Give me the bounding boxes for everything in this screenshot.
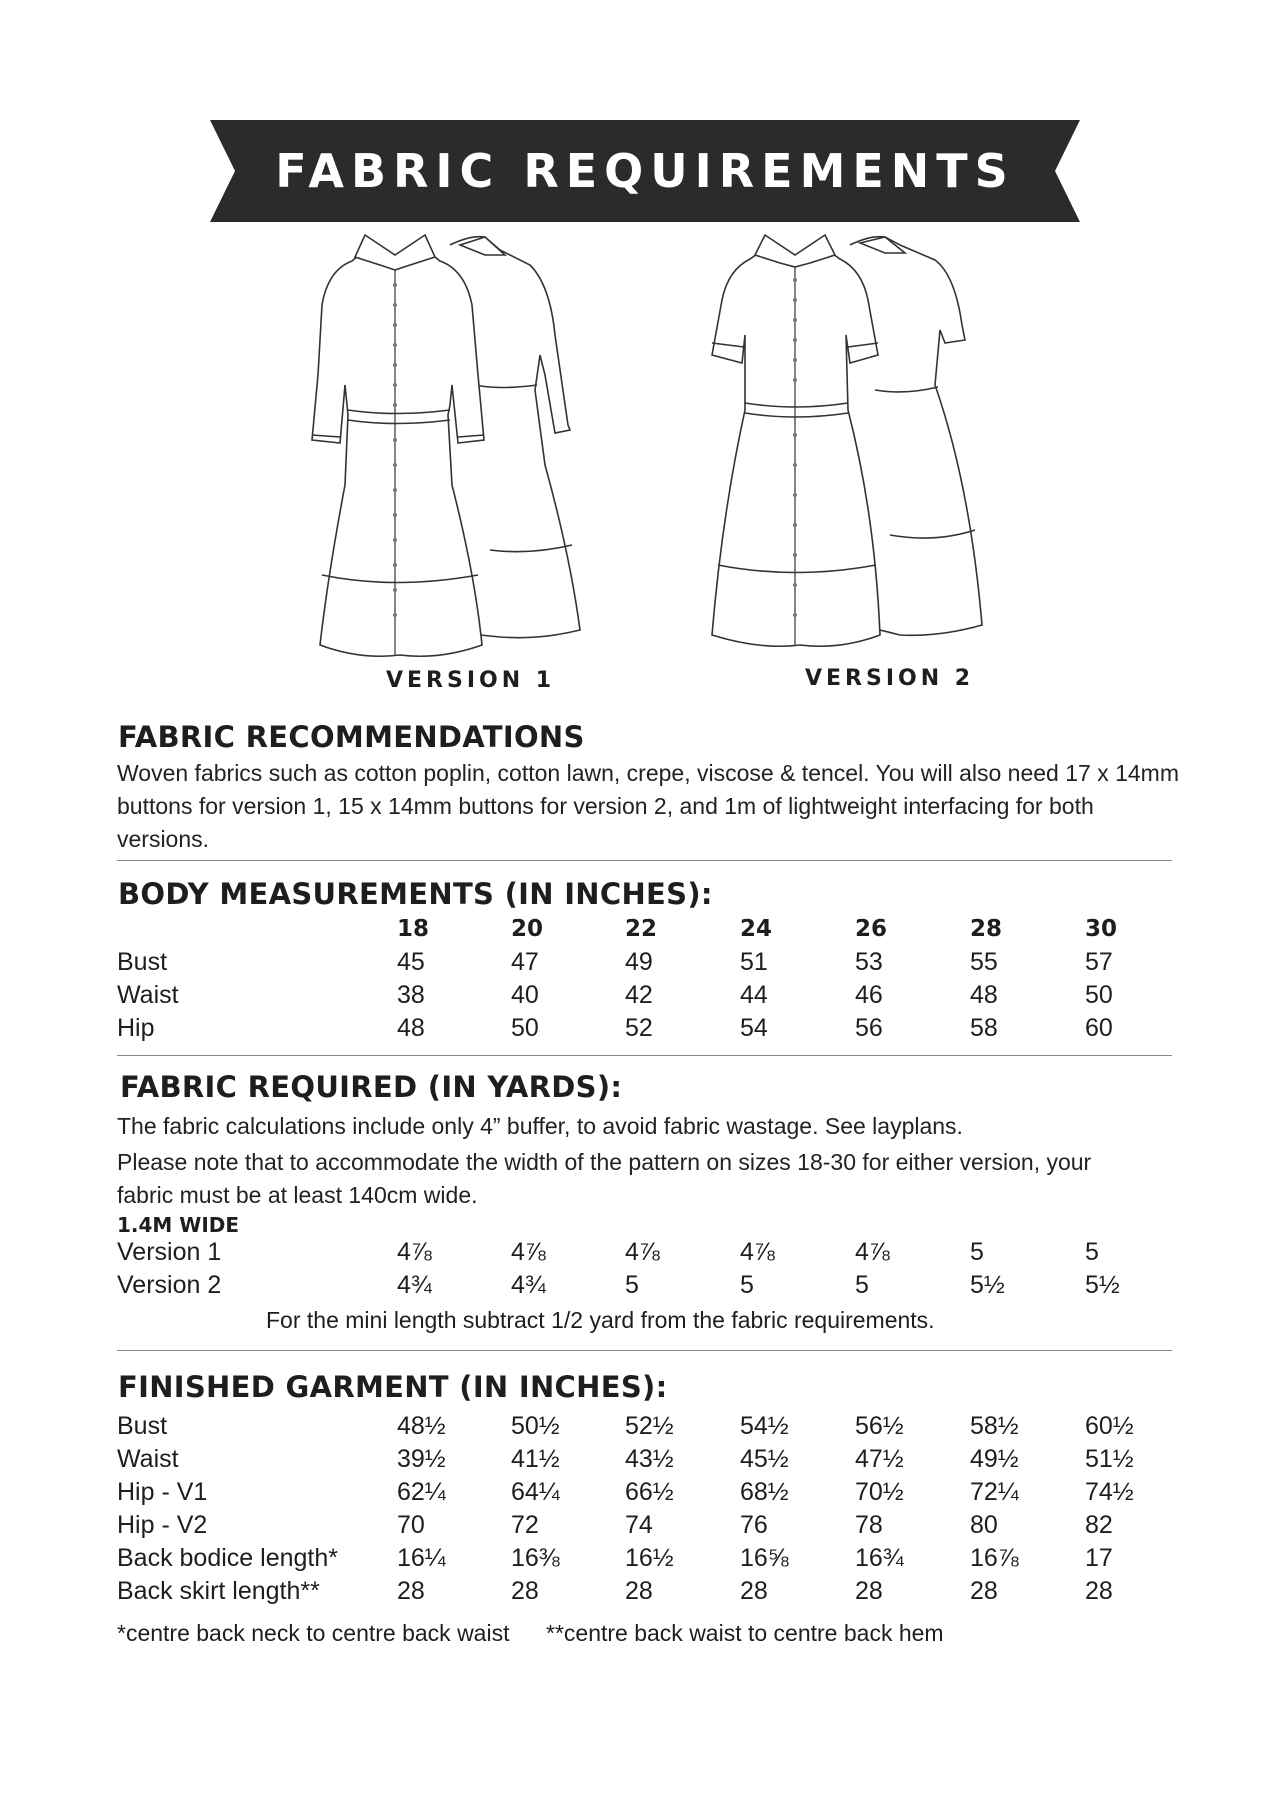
table-row [117,981,1177,1014]
table-cell: 72 [511,1511,539,1539]
table-cell: 4⅞ [740,1238,775,1266]
table-cell: 16⅝ [740,1544,789,1572]
row-label: Hip [117,1014,155,1042]
version-2-label: VERSION 2 [805,666,975,691]
note-line: fabric must be at least 140cm wide. [117,1182,478,1208]
table-cell: 74½ [1085,1478,1134,1506]
table-cell: 5 [855,1271,869,1299]
table-cell: 42 [625,981,653,1009]
table-cell: 17 [1085,1544,1113,1572]
table-cell: 4¾ [397,1271,432,1299]
table-cell: 47½ [855,1445,904,1473]
size-header: 26 [855,916,888,942]
section-divider [117,860,1172,861]
table-cell: 57 [1085,948,1113,976]
table-cell: 50 [511,1014,539,1042]
table-cell: 54½ [740,1412,789,1440]
size-header: 20 [511,916,544,942]
table-cell: 4⅞ [855,1238,890,1266]
table-cell: 28 [740,1577,768,1605]
fabric-recommendations-heading: FABRIC RECOMMENDATIONS [118,720,585,754]
table-cell: 16¼ [397,1544,446,1572]
table-row [117,1544,1177,1577]
recommendation-line: versions. [117,826,210,852]
fabric-width-note [117,1146,1187,1212]
table-cell: 28 [855,1577,883,1605]
table-cell: 47 [511,948,539,976]
table-cell: 41½ [511,1445,560,1473]
section-divider [117,1350,1172,1351]
table-cell: 5½ [1085,1271,1120,1299]
table-cell: 4⅞ [511,1238,546,1266]
table-cell: 48 [397,1014,425,1042]
mini-length-note: For the mini length subtract 1/2 yard from the fabric requirements. [266,1307,935,1333]
table-cell: 4⅞ [397,1238,432,1266]
table-cell: 82 [1085,1511,1113,1539]
long-sleeve-shirt-dress-drawing [300,225,600,665]
row-label: Bust [117,948,168,976]
row-label: Hip - V1 [117,1478,208,1506]
table-cell: 5 [970,1238,984,1266]
table-cell: 38 [397,981,425,1009]
table-cell: 64¼ [511,1478,560,1506]
table-cell: 80 [970,1511,998,1539]
table-row [117,1445,1177,1478]
row-label: Hip - V2 [117,1511,208,1539]
table-cell: 5 [1085,1238,1099,1266]
size-header: 18 [397,916,430,942]
table-cell: 5 [625,1271,639,1299]
table-cell: 48½ [397,1412,446,1440]
table-cell: 45½ [740,1445,789,1473]
row-label: Version 2 [117,1271,222,1299]
table-cell: 60 [1085,1014,1113,1042]
table-row [117,1238,1177,1271]
recommendation-line: Woven fabrics such as cotton poplin, cotton lawn, crepe, viscose & tencel. You will also need 17 x 14mm [117,760,1179,786]
row-label: Back skirt length** [117,1577,320,1605]
fabric-width-label: 1.4M WIDE [117,1213,240,1237]
table-cell: 76 [740,1511,768,1539]
table-cell: 55 [970,948,998,976]
body-measurements-heading: BODY MEASUREMENTS (IN INCHES): [118,877,713,911]
table-cell: 50½ [511,1412,560,1440]
row-label: Version 1 [117,1238,222,1266]
table-cell: 52½ [625,1412,674,1440]
table-cell: 54 [740,1014,768,1042]
table-cell: 74 [625,1511,653,1539]
table-row [117,1412,1177,1445]
table-cell: 68½ [740,1478,789,1506]
table-cell: 48 [970,981,998,1009]
size-header: 30 [1085,916,1118,942]
table-cell: 70 [397,1511,425,1539]
table-cell: 62¼ [397,1478,446,1506]
table-cell: 4¾ [511,1271,546,1299]
table-cell: 72¼ [970,1478,1019,1506]
row-label: Bust [117,1412,168,1440]
table-cell: 28 [397,1577,425,1605]
table-cell: 4⅞ [625,1238,660,1266]
table-cell: 51½ [1085,1445,1134,1473]
fabric-buffer-note: The fabric calculations include only 4” buffer, to avoid fabric wastage. See layplans. [117,1113,963,1139]
table-cell: 39½ [397,1445,446,1473]
finished-garment-heading: FINISHED GARMENT (IN INCHES): [118,1370,668,1404]
table-row [117,1014,1177,1047]
table-cell: 66½ [625,1478,674,1506]
table-cell: 56½ [855,1412,904,1440]
table-cell: 16⅞ [970,1544,1019,1572]
table-cell: 28 [1085,1577,1113,1605]
table-cell: 40 [511,981,539,1009]
table-cell: 16½ [625,1544,674,1572]
table-row [117,1511,1177,1544]
table-row [117,1577,1177,1610]
note-line: Please note that to accommodate the width of the pattern on sizes 18-30 for either version, your [117,1149,1092,1175]
table-cell: 16⅜ [511,1544,560,1572]
table-cell: 28 [625,1577,653,1605]
table-cell: 46 [855,981,883,1009]
table-cell: 43½ [625,1445,674,1473]
table-cell: 58½ [970,1412,1019,1440]
table-cell: 28 [511,1577,539,1605]
table-cell: 78 [855,1511,883,1539]
table-cell: 50 [1085,981,1113,1009]
size-header-row [117,916,1177,949]
footnote-skirt: **centre back waist to centre back hem [546,1620,944,1646]
table-cell: 53 [855,948,883,976]
version-1-label: VERSION 1 [386,668,556,693]
size-header: 22 [625,916,658,942]
table-cell: 5½ [970,1271,1005,1299]
row-label: Waist [117,1445,179,1473]
short-sleeve-shirt-dress-drawing [700,225,1000,655]
table-cell: 58 [970,1014,998,1042]
table-row [117,948,1177,981]
title-banner [210,120,1080,222]
recommendation-line: buttons for version 1, 15 x 14mm buttons for version 2, and 1m of lightweight interfacing for both [117,793,1094,819]
table-cell: 49½ [970,1445,1019,1473]
table-cell: 28 [970,1577,998,1605]
size-header: 28 [970,916,1003,942]
table-cell: 52 [625,1014,653,1042]
fabric-required-heading: FABRIC REQUIRED (IN YARDS): [120,1070,623,1104]
table-cell: 44 [740,981,768,1009]
size-header: 24 [740,916,773,942]
table-cell: 16¾ [855,1544,904,1572]
table-cell: 49 [625,948,653,976]
row-label: Back bodice length* [117,1544,338,1572]
table-cell: 56 [855,1014,883,1042]
table-row [117,1478,1177,1511]
section-divider [117,1055,1172,1056]
table-cell: 45 [397,948,425,976]
table-cell: 5 [740,1271,754,1299]
footnote-bodice: *centre back neck to centre back waist [117,1620,510,1646]
table-row [117,1271,1177,1304]
table-cell: 51 [740,948,768,976]
table-cell: 70½ [855,1478,904,1506]
table-cell: 60½ [1085,1412,1134,1440]
fabric-recommendations-text [117,757,1187,856]
page-title: FABRIC REQUIREMENTS [275,144,1015,198]
row-label: Waist [117,981,179,1009]
